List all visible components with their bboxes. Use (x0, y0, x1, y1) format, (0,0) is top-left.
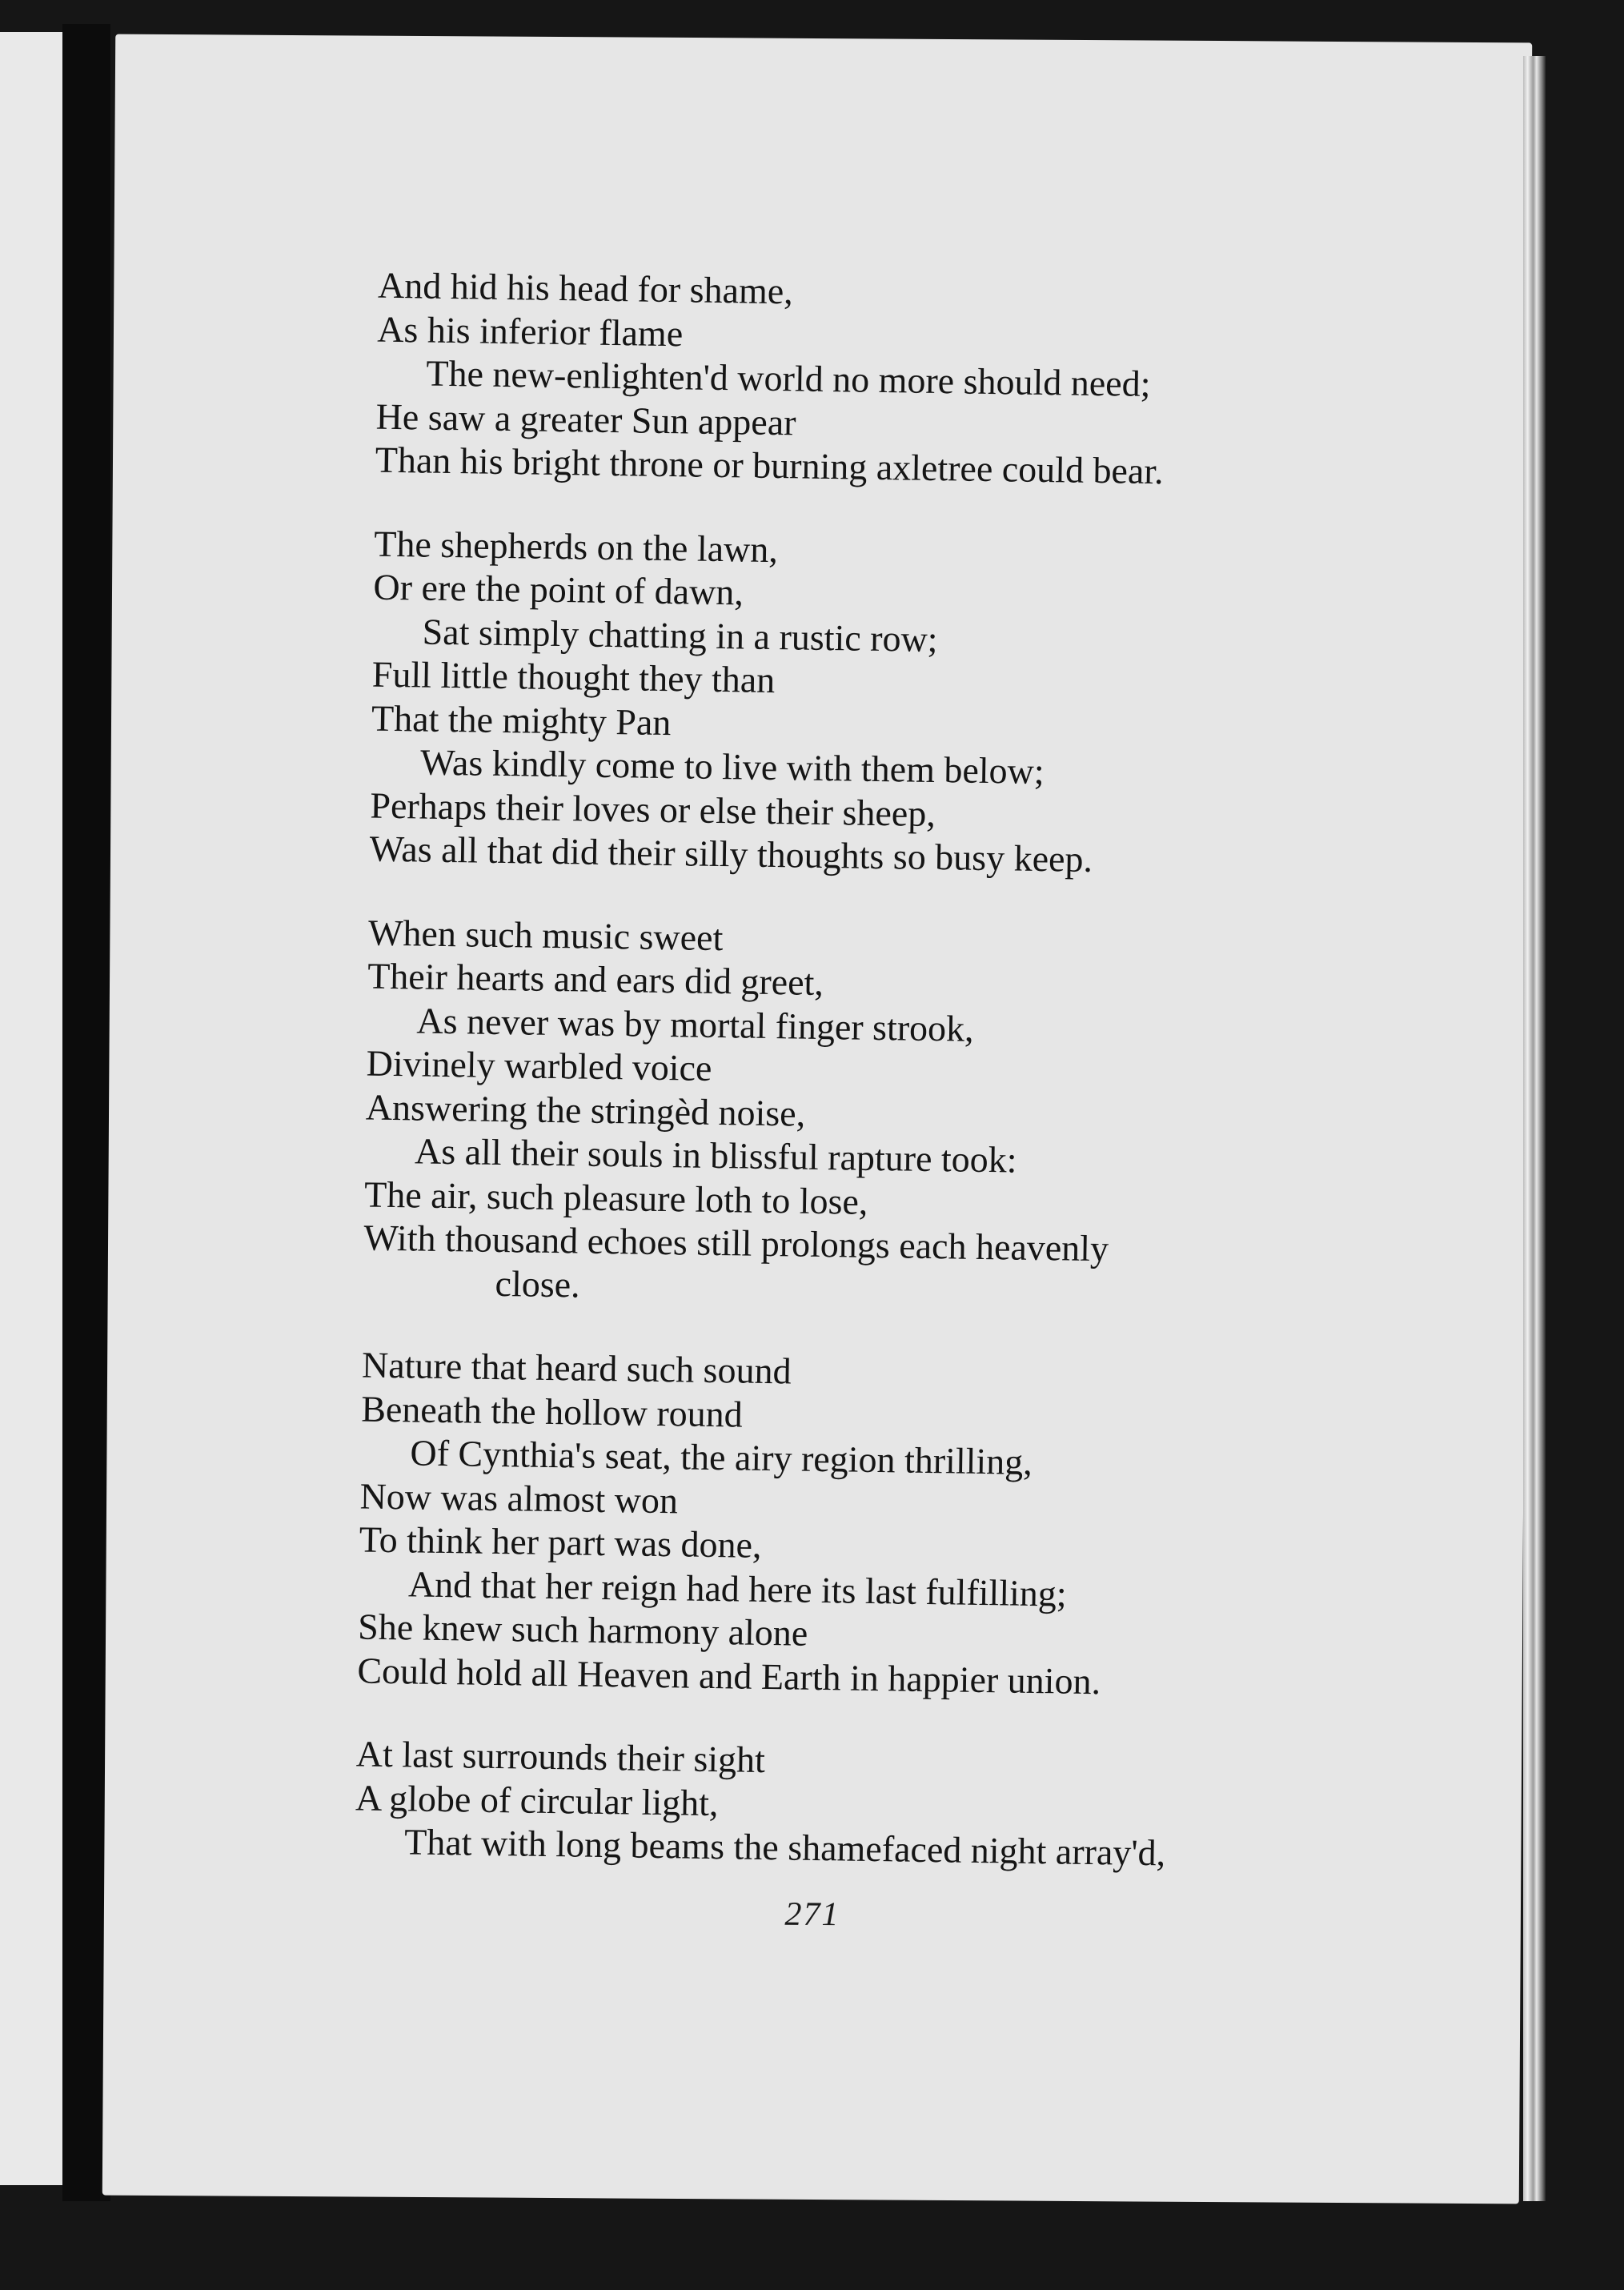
poem-line: When such music sweet (367, 912, 724, 958)
poem-line: Of Cynthia's seat, the airy region thrilling, (410, 1432, 1033, 1482)
poem-line: At last surrounds their sight (355, 1733, 766, 1781)
page-stack-edge (1523, 56, 1546, 2201)
poem-line: Now was almost won (359, 1474, 679, 1521)
poem-line: Divinely warbled voice (366, 1042, 712, 1089)
poem-line: That the mighty Pan (371, 697, 672, 743)
poem-line: As never was by mortal finger strook, (416, 999, 975, 1049)
page-number: 271 (784, 1895, 840, 1934)
poem-line: Could hold all Heaven and Earth in happier union. (357, 1649, 1101, 1702)
poem-line: He saw a greater Sun appear (375, 395, 796, 443)
poem-line: With thousand echoes still prolongs each heavenly (363, 1217, 1109, 1269)
book-gutter (62, 24, 110, 2201)
poem-line: As his inferior flame (376, 308, 684, 354)
stanza (363, 911, 1449, 1319)
poem-line: Was kindly come to live with them below; (419, 741, 1045, 792)
book-page (102, 34, 1532, 2204)
poem-line: The air, such pleasure loth to lose, (363, 1173, 868, 1222)
poem-line: Perhaps their loves or else their sheep, (370, 784, 936, 834)
poem-line: close. (495, 1262, 581, 1305)
stanza (375, 264, 1458, 498)
poem-line: A globe of circular light, (355, 1776, 719, 1823)
poem-text (354, 264, 1458, 1919)
poem-line: Their hearts and ears did greet, (367, 955, 824, 1003)
poem-line: Was all that did their silly thoughts so busy keep. (369, 828, 1093, 880)
stanza (355, 1732, 1437, 1879)
poem-line: To think her part was done, (359, 1518, 762, 1566)
poem-line: And hid his head for shame, (377, 264, 794, 312)
poem-line: Nature that heard such sound (361, 1344, 792, 1392)
poem-line: The new-enlighten'd world no more should need; (426, 352, 1151, 404)
poem-line: Than his bright throne or burning axletree could bear. (375, 439, 1165, 492)
poem-line: Beneath the hollow round (360, 1387, 744, 1435)
facing-page-edge (0, 32, 62, 2185)
poem-line: She knew such harmony alone (357, 1606, 808, 1654)
poem-line: Answering the stringèd noise, (365, 1086, 806, 1134)
poem-line: The shepherds on the lawn, (373, 523, 779, 570)
stanza (357, 1343, 1442, 1708)
stanza (369, 522, 1454, 887)
poem-line: Sat simply chatting in a rustic row; (422, 611, 938, 660)
poem-line: Or ere the point of dawn, (373, 566, 744, 613)
poem-line: Full little thought they than (371, 653, 776, 701)
poem-line: And that her reign had here its last fulfilling; (407, 1562, 1068, 1614)
poem-line: As all their souls in blissful rapture took: (414, 1130, 1017, 1181)
poem-line: That with long beams the shamefaced night array'd, (403, 1821, 1166, 1874)
